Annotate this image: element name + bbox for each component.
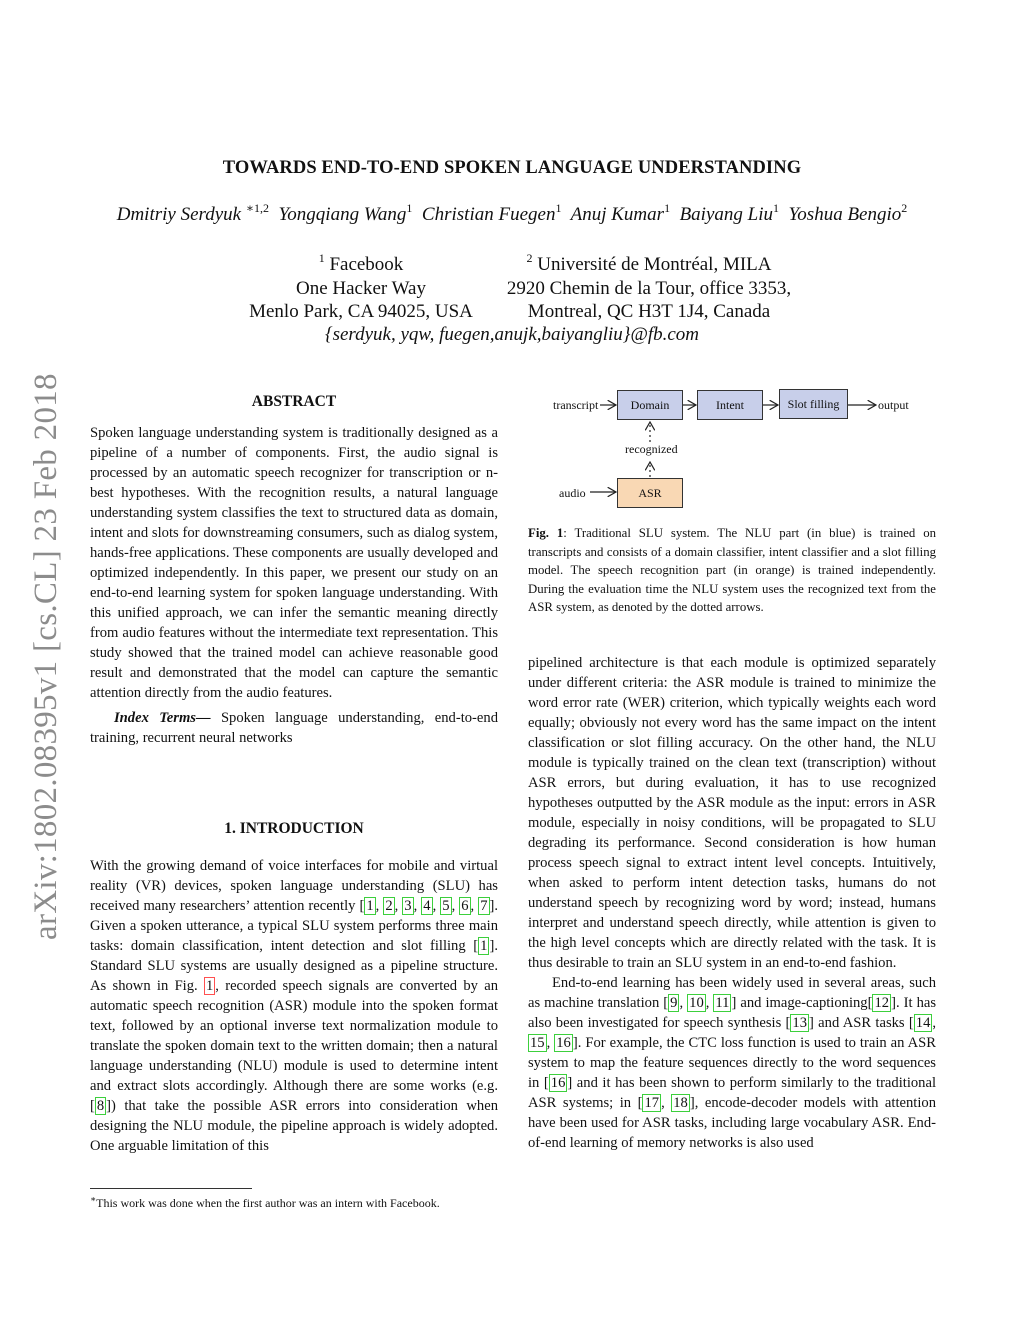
author-list: Dmitriy Serdyuk $^{∗1,2}$ Yongqiang Wang$^1$ Christian Fuegen$^1$ Anuj Kumar$^1$ Baiyang Liu$^1$ Yoshua Bengio$^2$	[116, 201, 908, 225]
asr-box: ASR	[617, 478, 683, 508]
author-name: Anuj Kumar	[570, 204, 665, 225]
domain-box: Domain	[617, 390, 683, 420]
citation-link[interactable]: 5	[442, 898, 450, 914]
citation-link[interactable]: 3	[404, 898, 412, 914]
index-terms: Index Terms— Spoken language understanding, end-to-end training, recurrent neural networks	[90, 710, 498, 746]
citation-link[interactable]: 9	[670, 995, 678, 1011]
footnote-rule	[90, 1188, 252, 1189]
citation-link[interactable]: 16	[550, 1075, 566, 1091]
audio-label: audio	[559, 486, 586, 500]
citation-link[interactable]: 8	[96, 1098, 105, 1114]
recognized-label: recognized	[625, 442, 678, 456]
affiliation-facebook: $^1$ Facebook One Hacker Way Menlo Park, CA 94025, USA	[249, 251, 473, 322]
output-label: output	[878, 398, 909, 412]
author-name: Yoshua Bengio	[788, 204, 902, 225]
affiliation-montreal: $^2$ Université de Montréal, MILA 2920 Chemin de la Tour, office 3353, Montreal, QC H3T 1J4, Canada	[506, 251, 792, 322]
citation-link[interactable]: 1	[366, 898, 374, 914]
transcript-label: transcript	[553, 398, 599, 412]
author-email: {serdyuk, yqw, fuegen,anujk,baiyangliu}@fb.com	[324, 324, 700, 345]
arxiv-identifier: arXiv:1802.08395v1 [cs.CL] 23 Feb 2018	[28, 373, 64, 940]
citation-link[interactable]: 7	[480, 898, 488, 914]
left-column	[90, 423, 498, 748]
author-name: Yongqiang Wang	[278, 204, 407, 225]
citation-link[interactable]: 17	[644, 1095, 660, 1111]
paper-title: TOWARDS END-TO-END SPOKEN LANGUAGE UNDERSTANDING	[222, 158, 802, 178]
author-name: Baiyang Liu	[679, 204, 773, 225]
citation-link[interactable]: 4	[423, 898, 431, 914]
right-column	[528, 653, 936, 1153]
citation-link[interactable]: 12	[874, 995, 890, 1011]
citation-link[interactable]: 2	[385, 898, 393, 914]
citation-link[interactable]: 15	[530, 1035, 545, 1051]
intent-box: Intent	[697, 390, 763, 420]
citation-link[interactable]: 13	[792, 1015, 808, 1031]
figure-1-caption: Fig. 1: Traditional SLU system. The NLU part (in blue) is trained on transcripts and consists of a domain classifier, intent classifier and a slot filling model. The speech recognition part (in orange) is trained independently. During the evaluation time the NLU system uses the recognized text from the ASR system, as denoted by the dotted arrows.	[528, 526, 936, 614]
slot-filling-box: Slot filling	[779, 389, 848, 419]
abstract-heading: ABSTRACT	[251, 393, 337, 410]
footnote: ∗This work was done when the first author was an intern with Facebook.	[90, 1194, 440, 1210]
citation-link[interactable]: 16	[556, 1035, 571, 1051]
citation-link[interactable]: 14	[915, 1015, 931, 1031]
intro-paragraph-1: With the growing demand of voice interfaces for mobile and virtual reality (VR) devices, spoken language understanding (SLU) has received many researchers’ attention recently [ 1 , 2 , 3 , 4 , 5 , 6 , 7 ]. Given a spoken utterance, a typical SLU system performs three main tasks: domain classification, intent detection and slot filling [ 1 ]. Standard SLU systems are usually designed as a pipeline structure. As shown in Fig. 1 , recorded speech signals are converted by an automatic speech recognition (ASR) module into the spoken format text, followed by an optional inverse text normalization module to translate the spoken domain text to the written domain; then a natural language understanding (NLU) module is used to determine intent and extract slots accordingly. Although there are some works (e.g. [ 8 ]) that take the possible ASR errors into consideration when designing the NLU module, the pipeline approach is widely adopted. One arguable limitation of this	[90, 858, 499, 1154]
abstract-text: Spoken language understanding system is traditionally designed as a pipeline of a number of components. First, the audio signal is processed by an automatic speech recognizer for transcription or n-best hypotheses. With the recognition results, a natural language understanding system classifies the text to structured data as domain, intent and slots for downstreaming consumers, such as dialog system, hands-free applications. These components are usually developed and optimized independently. In this paper, we present our study on an end-to-end learning system for spoken language understanding. With this unified approach, we can infer the semantic meaning directly from audio features without the intermediate text representation. This study showed that the trained model can achieve reasonable good result and demonstrated that the model can capture the semantic attention directly from the audio features.	[90, 425, 498, 701]
citation-link[interactable]: 11	[715, 995, 730, 1011]
author-name: Dmitriy Serdyuk	[116, 204, 242, 225]
citation-link[interactable]: 18	[673, 1095, 688, 1111]
citation-link[interactable]: 1	[480, 938, 488, 954]
figure-1-diagram	[526, 382, 936, 512]
intro-paragraph-2: pipelined architecture is that each module is optimized separately under different criteria: the ASR module is trained to minimize the word error rate (WER) criterion, which typically weights each word equally; obviously not every word has the same impact on the intent classification or slot filling accuracy. On the other hand, the NLU module is typically trained on the clean text (transcription) without ASR errors, but during evaluation, it has to use recognized hypotheses outputted by the ASR module as the input: errors in ASR module, especially in noisy conditions, will be propagated to SLU degrading its performance. Second consideration is how human process speech signal to extract intent level concepts. Intuitively, when asked to perform intent detection tasks, humans do not understand speech by recognizing word by word; instead, humans interpret and understand speech directly, while attention is given to the high level concepts which are directly related with the task. It is thus desirable to train an SLU system in an end-to-end fashion.	[528, 655, 936, 971]
author-name: Christian Fuegen	[421, 204, 556, 225]
citation-link[interactable]: 10	[689, 995, 704, 1011]
intro-paragraph-3: End-to-end learning has been widely used in several areas, such as machine translation [ 9 , 10 , 11 ] and image-captioning[ 12 ]. It has also been investigated for speech synthesis [ 13 ] and ASR tasks [ 14 , 15 , 16 ]. For example, the CTC loss function is used to train an ASR system to map the feature sequences directly to the word sequences in [ 16 ] and it has been shown to perform similarly to the traditional ASR systems; in [ 17 , 18 ], encode-decoder models with attention have been used for ASR tasks, including large vocabulary ASR. End-of-end learning of memory networks is also used	[528, 975, 937, 1151]
intro-heading: 1. INTRODUCTION	[224, 820, 364, 837]
figure-link[interactable]: 1	[205, 978, 214, 994]
citation-link[interactable]: 6	[461, 898, 469, 914]
